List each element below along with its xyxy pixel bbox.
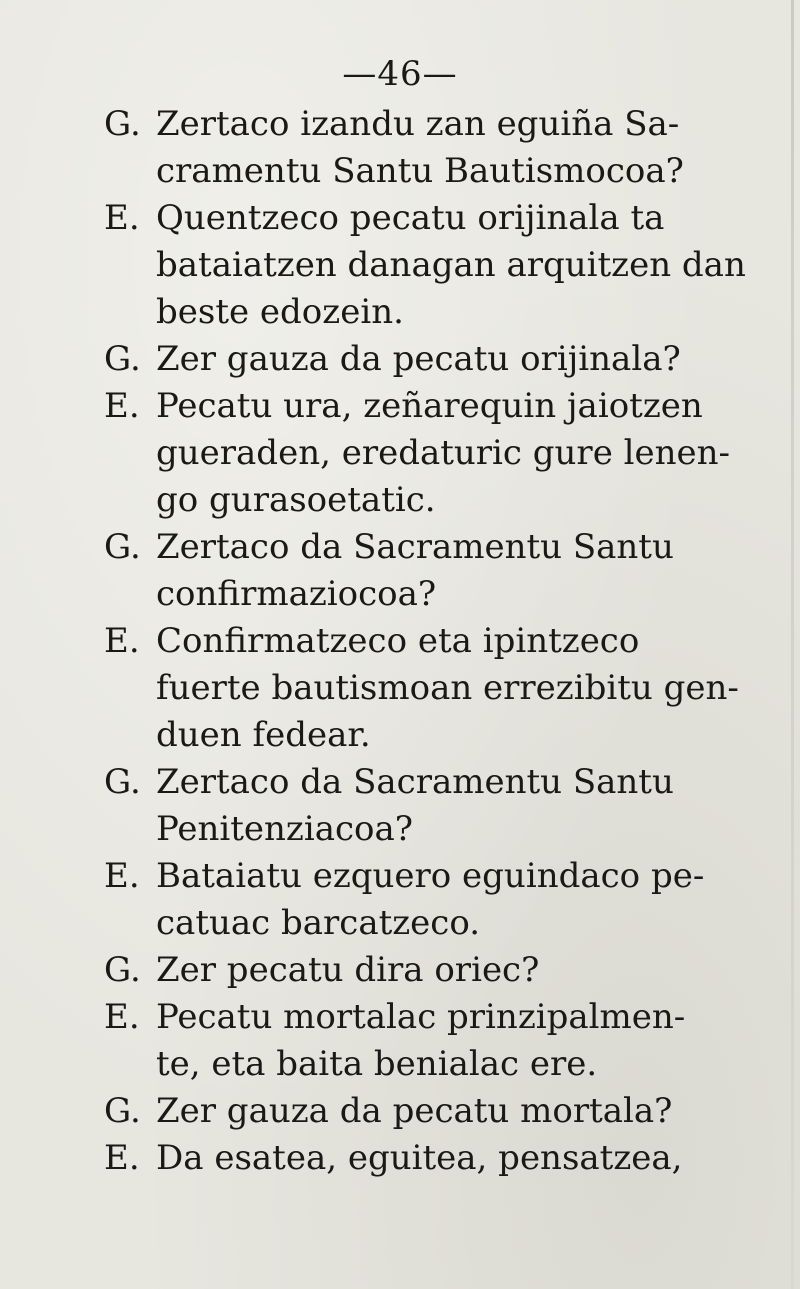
page-crease — [791, 0, 794, 1289]
question-entry — [104, 1088, 784, 1135]
text-line: Da esatea, eguitea, pensatzea, — [156, 1138, 683, 1178]
text-line: duen fedear. — [156, 715, 371, 755]
text-line: fuerte bautismoan errezibitu gen- — [156, 668, 739, 708]
question-entry — [104, 947, 784, 994]
text-line: Penitenziacoa? — [156, 809, 413, 849]
catechism-entries — [104, 101, 784, 1182]
text-line: Confirmatzeco eta ipintzeco — [156, 621, 640, 661]
answer-entry — [104, 195, 784, 336]
answer-entry — [104, 383, 784, 524]
answer-entry — [104, 853, 784, 947]
speaker-label: E. — [104, 386, 140, 426]
speaker-label: G. — [104, 950, 141, 990]
text-line: Pecatu mortalac prinzipalmen- — [156, 997, 686, 1037]
question-entry — [104, 524, 784, 618]
text-line: Zertaco izandu zan eguiña Sa- — [156, 104, 680, 144]
speaker-label: G. — [104, 527, 141, 567]
page-number: —46— — [342, 54, 458, 94]
speaker-label: G. — [104, 762, 141, 802]
question-entry — [104, 336, 784, 383]
text-line: beste edozein. — [156, 292, 404, 332]
text-line: confirmaziocoa? — [156, 574, 437, 614]
answer-entry — [104, 1135, 784, 1182]
text-line: Zertaco da Sacramentu Santu — [156, 762, 674, 802]
text-line: te, eta baita benialac ere. — [156, 1044, 598, 1084]
speaker-label: E. — [104, 997, 140, 1037]
speaker-label: E. — [104, 621, 140, 661]
text-line: go gurasoetatic. — [156, 480, 436, 520]
speaker-label: G. — [104, 339, 141, 379]
answer-entry — [104, 618, 784, 759]
text-line: gueraden, eredaturic gure lenen- — [156, 433, 731, 473]
answer-entry — [104, 994, 784, 1088]
question-entry — [104, 101, 784, 195]
text-line: catuac barcatzeco. — [156, 903, 481, 943]
speaker-label: E. — [104, 198, 140, 238]
text-line: Zer gauza da pecatu orijinala? — [156, 339, 681, 379]
speaker-label: G. — [104, 1091, 141, 1131]
text-line: Zer pecatu dira oriec? — [156, 950, 540, 990]
speaker-label: E. — [104, 1138, 140, 1178]
text-line: bataiatzen danagan arquitzen dan — [156, 245, 746, 285]
text-line: Zer gauza da pecatu mortala? — [156, 1091, 673, 1131]
question-entry — [104, 759, 784, 853]
speaker-label: G. — [104, 104, 141, 144]
text-line: cramentu Santu Bautismocoa? — [156, 151, 684, 191]
speaker-label: E. — [104, 856, 140, 896]
text-line: Quentzeco pecatu orijinala ta — [156, 198, 665, 238]
text-line: Zertaco da Sacramentu Santu — [156, 527, 674, 567]
text-line: Bataiatu ezquero eguindaco pe- — [156, 856, 705, 896]
text-line: Pecatu ura, zeñarequin jaiotzen — [156, 386, 703, 426]
